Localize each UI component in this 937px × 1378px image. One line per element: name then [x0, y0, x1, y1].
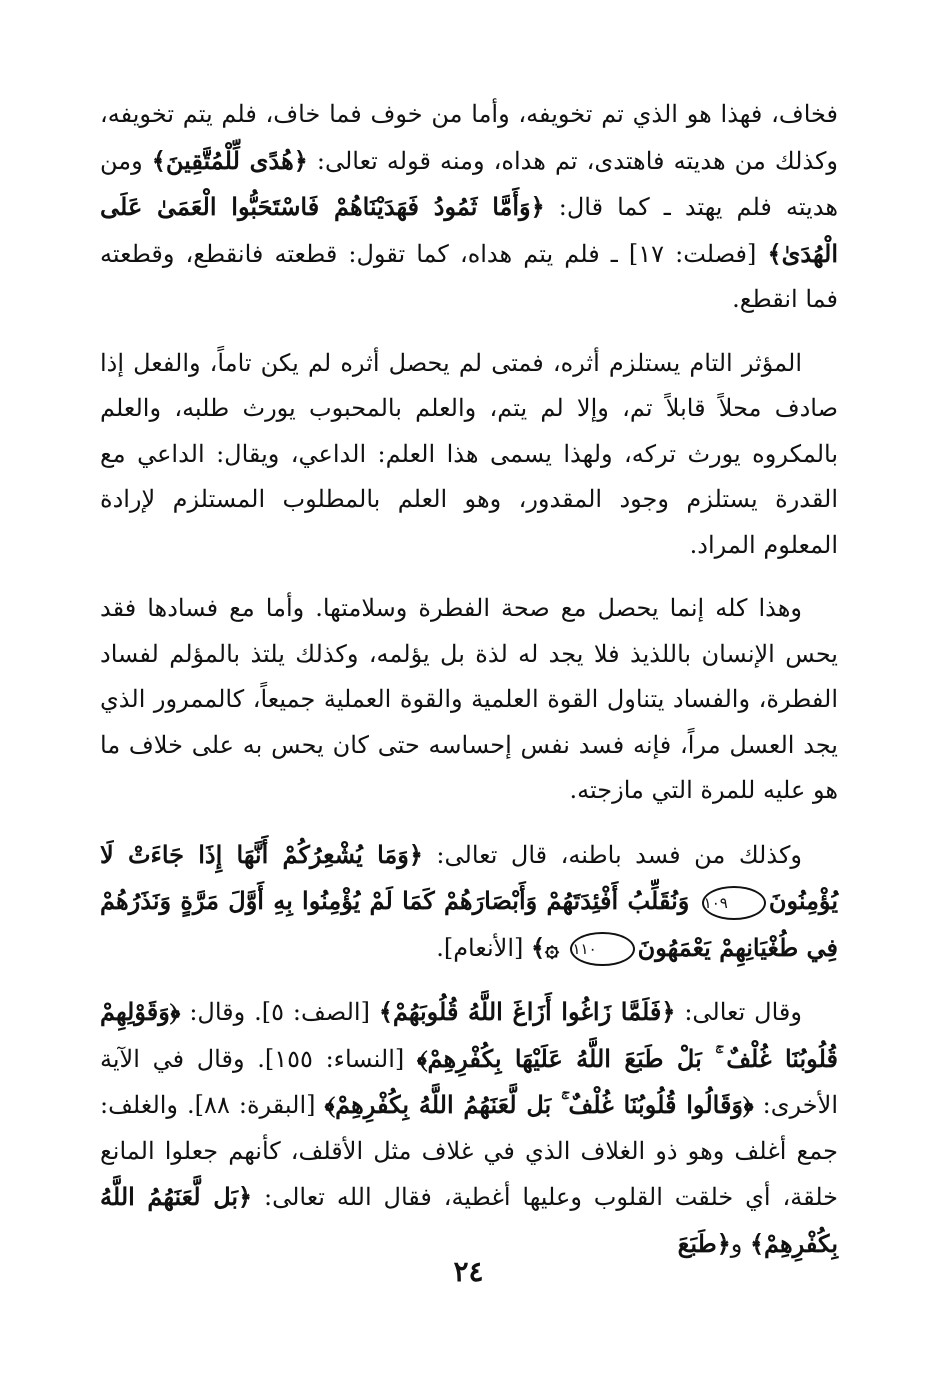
- text-span: وقال تعالى:: [675, 998, 802, 1026]
- quran-verse: ۞﴾: [530, 932, 568, 962]
- text-span: فخاف، فهذا هو الذي تم تخويفه، وأما من خوف فما خاف، فلم يتم تخويفه، وكذلك من هديته فاهتدى، تم هداه، ومنه قوله تعالى:: [100, 100, 839, 175]
- text-span: المؤثر التام يستلزم أثره، فمتى لم يحصل أثره لم يكن تاماً، والفعل إذا صادف محلاً قابلاً تم، وإلا لم يتم، والعلم بالمحبوب يورث طلبه، والعلم بالمكروه يورث تركه، ولهذا يسمى هذا العلم: الداعي، ويقال: الداعي مع القدرة يستلزم وجود المقدور، وهو العلم بالمطلوب المستلزم لإرادة المعلوم المراد.: [100, 348, 838, 559]
- verse-number-badge: ١١٠: [570, 932, 634, 966]
- quran-verse: وَنُقَلِّبُ أَفْئِدَتَهُمْ وَأَبْصَارَهُمْ كَمَا لَمْ يُؤْمِنُوا بِهِ أَوَّلَ مَرَّةٍ وَنَذَرُهُمْ فِي طُغْيَانِهِمْ يَعْمَهُونَ: [100, 886, 838, 962]
- paragraph: [100, 341, 838, 569]
- quran-verse: ﴿وَقَالُوا قُلُوبُنَا غُلْفٌ ۚ بَل لَّعَنَهُمُ اللَّهُ بِكُفْرِهِمْ﴾: [324, 1090, 754, 1119]
- quran-verse: ﴿وَقَوْلِهِمْ قُلُوبُنَا غُلْفٌ ۚ بَلْ طَبَعَ اللَّهُ عَلَيْهَا بِكُفْرِهِمْ﴾: [100, 997, 838, 1073]
- paragraph: [100, 989, 838, 1267]
- quran-verse: ﴿بَل لَّعَنَهُمُ اللَّهُ بِكُفْرِهِمْ﴾: [100, 1182, 838, 1258]
- text-span: [النساء: ١٥٥]. وقال في الآية الأخرى:: [100, 1044, 838, 1119]
- page-number: ٢٤: [453, 1255, 484, 1288]
- text-span: [البقرة: ٨٨]. والغلف: جمع أغلف وهو ذو الغلاف الذي في غلاف مثل الأقلف، كأنهم جعلوا المانع خلقة، أي خلقت القلوب وعليها أغطية، فقال الله تعالى:: [100, 1091, 838, 1211]
- paragraph: [100, 586, 838, 814]
- verse-number-badge: ١٠٩: [702, 886, 766, 920]
- paragraph: [100, 832, 838, 972]
- quran-verse: ﴿هُدًى لِّلْمُتَّقِينَ﴾: [151, 145, 308, 175]
- quran-verse: ﴿طَبَعَ: [677, 1228, 731, 1258]
- quran-verse: ﴿وَمَا يُشْعِرُكُمْ أَنَّهَا إِذَا جَاءَتْ لَا يُؤْمِنُونَ: [100, 839, 839, 915]
- text-span: ومن هديته فلم يهتد ـ كما قال:: [100, 146, 838, 221]
- text-span: [فصلت: ١٧] ـ فلم يتم هداه، كما تقول: قطعته فانقطع، وقطعته فما انقطع.: [100, 239, 838, 313]
- text-span: وكذلك من فسد باطنه، قال تعالى:: [422, 840, 802, 869]
- quran-verse: ﴿وَأَمَّا ثَمُودُ فَهَدَيْنَاهُمْ فَاسْتَحَبُّوا الْعَمَىٰ عَلَى الْهُدَىٰ﴾: [100, 192, 838, 268]
- text-body: [100, 92, 838, 1267]
- text-span: [الصف: ٥]. وقال:: [180, 998, 379, 1026]
- quran-verse: ﴿فَلَمَّا زَاغُوا أَزَاغَ اللَّهُ قُلُوبَهُمْ﴾: [378, 997, 676, 1026]
- paragraph: [100, 92, 838, 323]
- text-span: [الأنعام].: [436, 933, 531, 962]
- text-span: و: [730, 1229, 750, 1258]
- text-span: وهذا كله إنما يحصل مع صحة الفطرة وسلامتها. وأما مع فسادها فقد يحس الإنسان باللذيذ فلا يجد له لذة بل يؤلمه، وكذلك يلتذ بالمؤلم لفساد الفطرة، والفساد يتناول القوة العلمية والقوة العملية جميعاً، كالممرور الذي يجد العسل مراً، فإنه فسد نفس إحساسه حتى كان يحس به على خلاف ما هو عليه للمرة التي مازجته.: [100, 594, 838, 804]
